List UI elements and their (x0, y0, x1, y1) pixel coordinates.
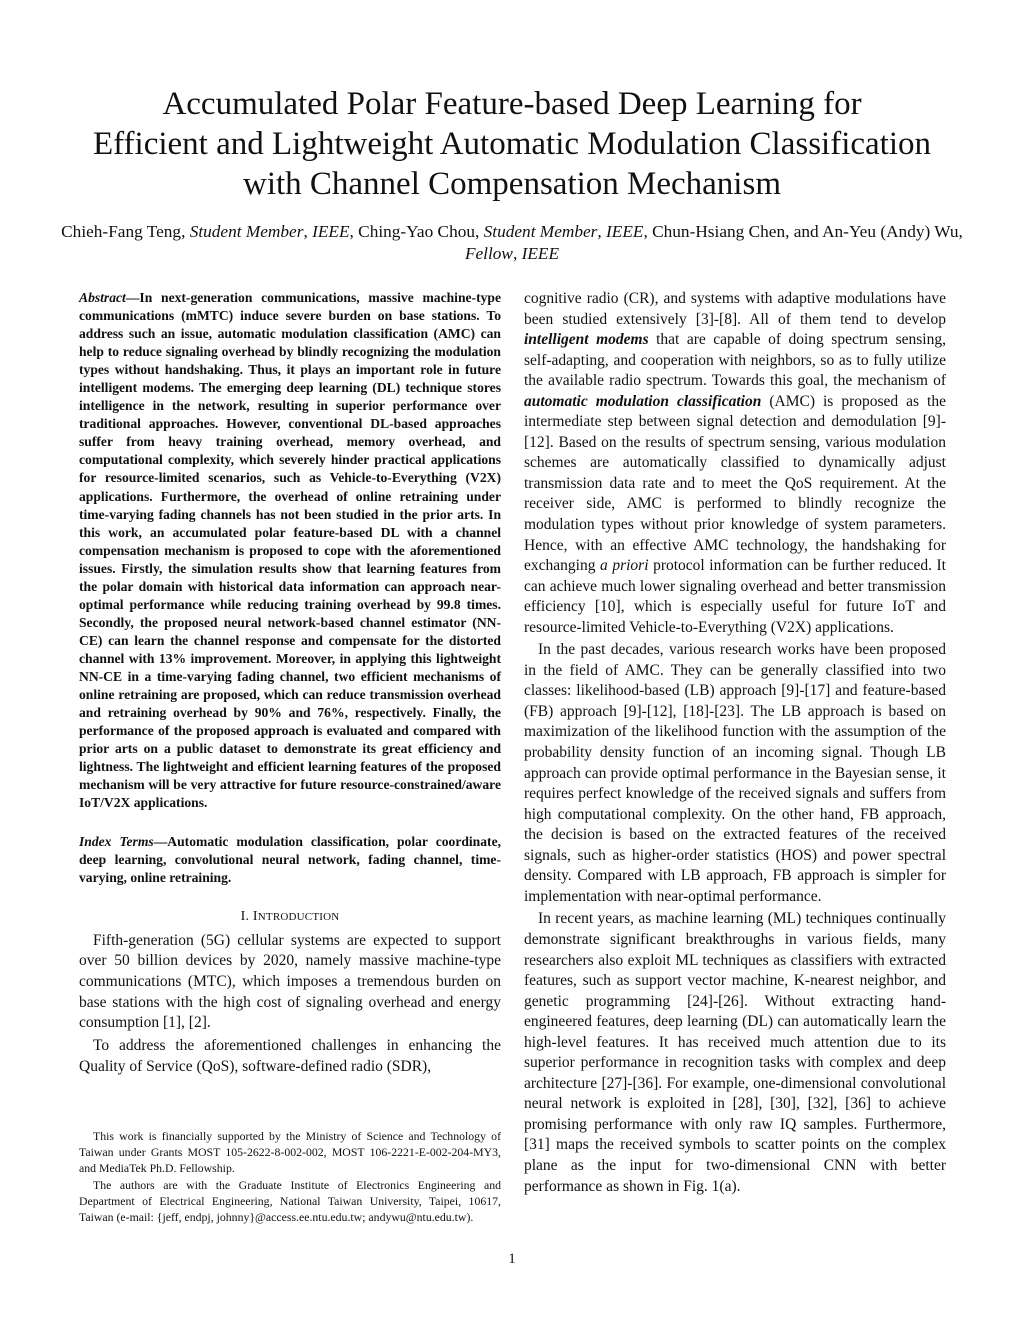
author-2-name: Ching-Yao Chou (358, 222, 476, 241)
section-title-rest: NTRODUCTION (257, 910, 340, 923)
author-and: and (793, 222, 819, 241)
title-line-2: Efficient and Lightweight Automatic Modulation Classification (93, 126, 931, 162)
title-line-1: Accumulated Polar Feature-based Deep Learning for (162, 86, 862, 122)
text-segment: (AMC) is proposed as the intermediate step between signal detection and demodulation [9]-[12]. Based on the results of spectrum sensing, various modulation schemes are automatically classified to dynamically adjust transmission data rate and to meet the QoS requirement. At the receiver side, AMC is performed to blindly recognize the modulation types without prior knowledge of system parameters. Hence, with an effective AMC technology, the handshaking for exchanging (524, 392, 946, 575)
emphasis-intelligent-modems: intelligent modems (524, 331, 649, 349)
intro-paragraph-4: In recent years, as machine learning (ML) techniques continually demonstrate significant breakthroughs in various fields, many researchers also exploit ML techniques as classifiers with extracted features, such as support vector machine, K-nearest neighbor, and genetic programming [24]-[26]. Without extracting hand-engineered features, deep learning (DL) can automatically learn the high-level features. It has received much attention due to its superior performance in recognition tasks with complex and deep architecture [27]-[36]. For example, one-dimensional convolutional neural network is exploited in [28], [30], [32], [36] to achieve promising performance with only raw IQ samples. Furthermore, [31] maps the received symbols to scatter points on the complex plane as the input for two-dimensional CNN with better performance as shown in Fig. 1(a). (524, 910, 946, 1195)
index-terms-text: Automatic modulation classification, polar coordinate, deep learning, convolutional neural network, fading channel, time-varying, online retraining. (79, 834, 502, 886)
index-terms (79, 833, 501, 887)
author-2-ieee: IEEE (606, 222, 644, 241)
intro-paragraph-2: To address the aforementioned challenges in enhancing the Quality of Service (QoS), software-defined radio (SDR), (79, 1037, 501, 1075)
footnote-funding: This work is financially supported by the Ministry of Science and Technology of Taiwan under Grants MOST 105-2622-8-002-002, MOST 106-2221-E-002-204-MY3, and MediaTek Ph.D. Fellowship. (79, 1129, 501, 1176)
right-column (524, 289, 946, 1197)
footnotes (79, 1128, 501, 1226)
author-1-ieee: IEEE (312, 222, 350, 241)
author-1-role: Student Member (189, 222, 304, 241)
author-1-name: Chieh-Fang Teng (61, 222, 182, 241)
paper-title (60, 84, 964, 204)
author-4-name: An-Yeu (Andy) Wu (822, 222, 959, 241)
index-terms-label: Index Terms (79, 834, 154, 850)
text-segment: cognitive radio (CR), and systems with adaptive modulations have been studied extensively [3]-[8]. All of them tend to develop (524, 290, 946, 328)
abstract (79, 289, 501, 812)
author-4-ieee: IEEE (521, 244, 560, 263)
left-column (79, 289, 501, 1077)
intro-paragraph-1: Fifth-generation (5G) cellular systems are expected to support over 50 billion devices by 2020, namely massive machine-type communications (MTC), which imposes a tremendous burden on base stations with the high cost of signaling overhead and energy consumption [1], [2]. (79, 931, 501, 1032)
section-number: I. (240, 908, 250, 924)
footnote-affiliation: The authors are with the Graduate Institute of Electronics Engineering and Department of Electrical Engineering, National Taiwan University, Taipei, 10617, Taiwan (e-mail: {jeff, endpj, johnny}@access.ee.ntu.edu.tw; andywu@ntu.edu.tw). (79, 1178, 501, 1225)
text-segment: protocol information can be further reduced. It can achieve much lower signaling overhead and better transmission efficiency [10], which is especially useful for future IoT and resource-limited Vehicle-to-Everything (V2X) applications. (524, 557, 946, 636)
abstract-dash: — (125, 290, 140, 305)
abstract-text: In next-generation communications, massive machine-type communications (mMTC) induce severe burden on base stations. To address such an issue, automatic modulation classification (AMC) can help to reduce signaling overhead by blindly recognizing the modulation types without handshaking. Thus, it plays an important role in future intelligent modems. The emerging deep learning (DL) technique stores intelligence in the network, resulting in superior performance over traditional approaches. However, conventional DL-based approaches suffer from heavy training overhead, memory overhead, and computational complexity, which severely hinder practical applications for resource-limited scenarios, such as Vehicle-to-Everything (V2X) applications. Furthermore, the overhead of online retraining under time-varying fading channels has not been studied in the prior arts. In this work, an accumulated polar feature-based DL with a channel compensation mechanism is proposed to cope with the aforementioned issues. Firstly, the simulation results show that learning features from the polar domain with historical data information can approach near-optimal performance while reducing training overhead by 99.8 times. Secondly, the proposed neural network-based channel estimator (NN-CE) can learn the channel response and compensate for the distorted channel with 13% improvement. Moreover, in applying this lightweight NN-CE in a time-varying fading channel, two efficient mechanisms of online retraining are proposed, which can reduce transmission overhead and retraining overhead by 90% and 76%, respectively. Finally, the performance of the proposed approach is evaluated and compared with prior arts on a public dataset to demonstrate its great efficiency and lightness. The lightweight and efficient learning features of the proposed mechanism will be very attractive for future resource-constrained/aware IoT/V2X applications. (79, 290, 501, 811)
author-2-role: Student Member (483, 222, 598, 241)
author-4-role: Fellow (464, 244, 513, 263)
title-line-3: with Channel Compensation Mechanism (242, 166, 781, 202)
section-heading-introduction (79, 909, 501, 925)
emphasis-a-priori: a priori (600, 557, 649, 575)
index-terms-dash: — (153, 834, 168, 850)
abstract-label: Abstract (79, 290, 126, 305)
author-list: Chieh-Fang Teng, Student Member, IEEE, Ching-Yao Chou, Student Member, IEEE, Chun-Hsiang Chen, and An-Yeu (Andy) Wu, Fellow, IEEE (61, 222, 963, 263)
section-title-cap: I (252, 908, 258, 924)
page-number: 1 (508, 1251, 516, 1267)
intro-paragraph-2-continued (524, 289, 946, 638)
author-3-name: Chun-Hsiang Chen (652, 222, 786, 241)
intro-paragraph-3: In the past decades, various research works have been proposed in the field of AMC. They can be generally classified into two classes: likelihood-based (LB) approach [9]-[17] and feature-based (FB) approach [9]-[12], [18]-[23]. The LB approach is based on maximization of the likelihood function with the assumption of the probability density function of an incoming signal. Though LB approach can provide optimal performance in the Bayesian sense, it requires perfect knowledge of the received signals and suffers from high computational complexity. On the other hand, FB approach, the decision is based on the extracted features of the received signals, such as higher-order statistics (HOS) and power spectral density. Compared with LB approach, FB approach is simpler for implementation with near-optimal performance. (524, 641, 946, 905)
emphasis-amc: automatic modulation classification (524, 392, 762, 410)
text-segment: that are capable of doing spectrum sensing, self-adapting, and cooperation with neighbors, so as to fully utilize the available radio spectrum. Towards this goal, the mechanism of (524, 331, 946, 390)
